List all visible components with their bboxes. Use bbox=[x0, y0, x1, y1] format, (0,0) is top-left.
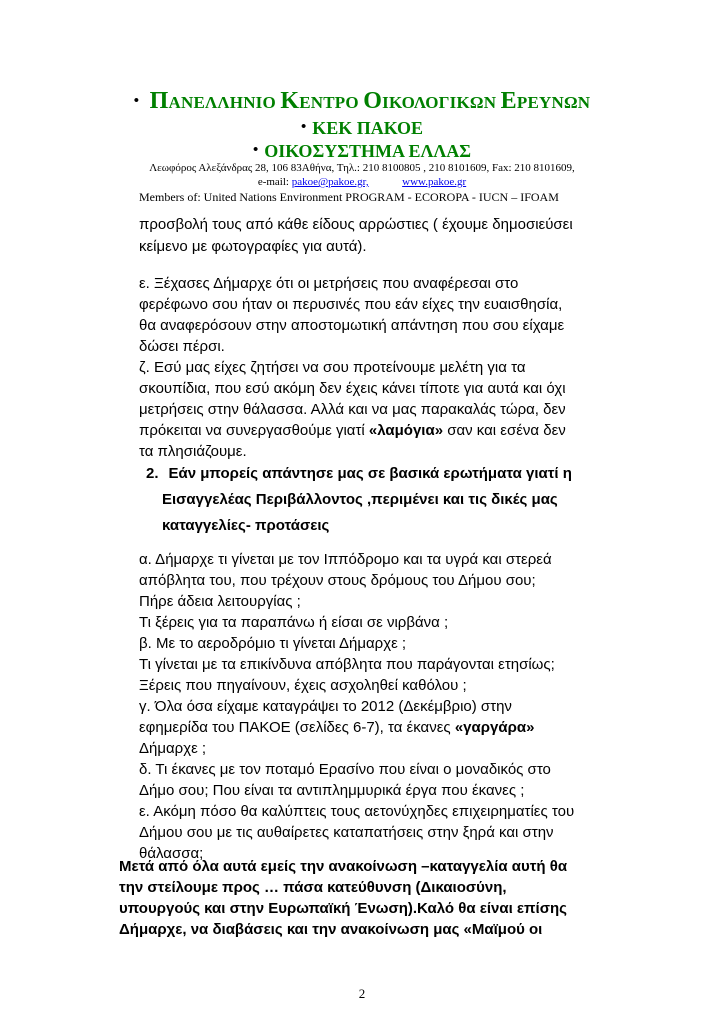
body-line bbox=[139, 614, 448, 632]
body-text-bold: καταγγελίες- προτάσεις bbox=[162, 517, 330, 534]
body-text: δώσει πέρσι. bbox=[139, 338, 225, 355]
body-line bbox=[139, 635, 406, 653]
body-line bbox=[139, 551, 552, 569]
body-text: πρόκειται να συνεργασθούμε γιατί bbox=[139, 422, 369, 439]
body-line bbox=[139, 401, 566, 419]
body-text-bold: Εάν μπορείς απάντησε μας σε βασικά ερωτήματα γιατί η bbox=[168, 465, 572, 482]
body-line bbox=[139, 824, 554, 842]
bullet-icon: • bbox=[133, 93, 140, 109]
body-text: ε. Ακόμη πόσο θα καλύπτεις τους αετονύχηδες επιχειρηματίες του bbox=[139, 803, 575, 820]
title-initial: Κ bbox=[280, 88, 300, 114]
body-line bbox=[139, 338, 225, 356]
body-line bbox=[139, 380, 566, 398]
body-line bbox=[139, 443, 247, 461]
body-line bbox=[139, 238, 367, 256]
body-line bbox=[139, 275, 518, 293]
body-text: Ξέρεις που πηγαίνουν, έχεις ασχοληθεί καθόλου ; bbox=[139, 677, 467, 694]
bullet-icon: • bbox=[252, 142, 259, 158]
body-text: φερέφωνο σου ήταν οι περυσινές που εάν είχες την ευαισθησία, bbox=[139, 296, 563, 313]
body-line bbox=[119, 921, 542, 939]
body-line bbox=[146, 465, 572, 483]
title-initial: Ο bbox=[363, 88, 383, 114]
body-line bbox=[139, 422, 566, 440]
body-line bbox=[119, 879, 507, 897]
ecosystem-label: ΟΙΚΟΣΥΣΤΗΜΑ ΕΛΛΑΣ bbox=[264, 141, 472, 161]
body-line bbox=[139, 698, 512, 716]
body-text: μετρήσεις στην θάλασσα. Αλλά και να μας παρακαλάς τώρα, δεν bbox=[139, 401, 566, 418]
body-text: Δήμο σου; Που είναι τα αντιπλημμυρικά έργα που έκανες ; bbox=[139, 782, 525, 799]
list-number: 2. bbox=[146, 465, 159, 482]
body-text: ε. Ξέχασες Δήμαρχε ότι οι μετρήσεις που αναφέρεσαι στο bbox=[139, 275, 519, 292]
body-text: θα αναφερόσουν στην αποστομωτική απάντηση που σου είχαμε bbox=[139, 317, 565, 334]
body-text-bold: την στείλουμε προς … πάσα κατεύθυνση (Δικαιοσύνη, bbox=[119, 879, 507, 896]
body-line bbox=[139, 740, 206, 758]
organization-name bbox=[0, 88, 724, 115]
body-line bbox=[139, 719, 534, 737]
body-line bbox=[139, 656, 555, 674]
body-text: εφημερίδα του ΠΑΚΟΕ (σελίδες 6-7), τα έκανες bbox=[139, 719, 455, 736]
body-text: Τι γίνεται με τα επικίνδυνα απόβλητα που παράγονται ετησίως; bbox=[139, 656, 555, 673]
title-initial: Π bbox=[149, 88, 169, 114]
body-text: σκουπίδια, που εσύ ακόμη δεν έχεις κάνει τίποτε για αυτά και όχι bbox=[139, 380, 566, 397]
body-text: κείμενο με φωτογραφίες για αυτά). bbox=[139, 238, 367, 255]
body-line bbox=[139, 359, 525, 377]
body-text: α. Δήμαρχε τι γίνεται με τον Ιππόδρομο και τα υγρά και στερεά bbox=[139, 551, 552, 568]
body-line bbox=[139, 296, 562, 314]
body-line bbox=[139, 803, 574, 821]
body-text: προσβολή τους από κάθε είδους αρρώστιες ( έχουμε δημοσιεύσει bbox=[139, 216, 573, 233]
title-word-rest: ΡΕΥΝΩΝ bbox=[516, 93, 591, 112]
body-text: θάλασσα; bbox=[139, 845, 204, 862]
bullet-icon: • bbox=[300, 119, 307, 135]
address-line: Λεωφόρος Αλεξάνδρας 28, 106 83Αθήνα, Τηλ.: 210 8100805 , 210 8101609, Fax: 210 8101609, bbox=[149, 162, 575, 174]
body-text: β. Με το αεροδρόμιο τι γίνεται Δήμαρχε ; bbox=[139, 635, 407, 652]
body-text: Δήμαρχε ; bbox=[139, 740, 207, 757]
website-link[interactable]: www.pakoe.gr bbox=[402, 176, 467, 188]
body-line bbox=[139, 782, 524, 800]
body-text: απόβλητα του, που τρέχουν στους δρόμους του Δήμου σου; bbox=[139, 572, 536, 589]
email-link[interactable]: pakoe@pakoe.gr, bbox=[291, 176, 369, 188]
body-line bbox=[119, 858, 567, 876]
body-line bbox=[162, 517, 329, 535]
body-text: γ. Όλα όσα είχαμε καταγράψει το 2012 (Δεκέμβριο) στην bbox=[139, 698, 512, 715]
body-text: Δήμου σου με τις αυθαίρετες καταπατήσεις στην ξηρά και στην bbox=[139, 824, 554, 841]
title-word-rest: ΕΝΤΡΟ bbox=[299, 93, 364, 112]
organization-name-text bbox=[149, 88, 591, 114]
email-label: e-mail: bbox=[257, 176, 289, 188]
body-text: τα πλησιάζουμε. bbox=[139, 443, 247, 460]
members-line: Members of: United Nations Environment PROGRAM - ECOROPA - IUCN – IFOAM bbox=[139, 190, 559, 204]
body-text: σαν και εσένα δεν bbox=[443, 422, 566, 439]
body-text: Πήρε άδεια λειτουργίας ; bbox=[139, 593, 301, 610]
body-text-bold: Εισαγγελέας Περιβάλλοντος ,περιμένει και τις δικές μας bbox=[162, 491, 558, 508]
title-word-rest: ΑΝΕΛΛΗΝΙΟ bbox=[168, 93, 281, 112]
body-text: ζ. Εσύ μας είχες ζητήσει να σου προτείνουμε μελέτη για τα bbox=[139, 359, 526, 376]
body-text-bold: υπουργούς και στην Ευρωπαϊκή Ένωση).Καλό θα είναι επίσης bbox=[119, 900, 567, 917]
body-line bbox=[139, 317, 564, 335]
body-text: Τι ξέρεις για τα παραπάνω ή είσαι σε νιρβάνα ; bbox=[139, 614, 449, 631]
body-line bbox=[139, 677, 467, 695]
body-line bbox=[139, 572, 536, 590]
kek-label: ΚΕΚ ΠΑΚΟΕ bbox=[312, 118, 423, 138]
body-text-bold: «λαμόγια» bbox=[368, 422, 444, 439]
organization-subtitle-kek bbox=[0, 118, 724, 139]
body-text: δ. Τι έκανες με τον ποταμό Ερασίνο που είναι ο μοναδικός στο bbox=[139, 761, 551, 778]
body-line bbox=[139, 216, 573, 234]
body-text-bold: Μετά από όλα αυτά εμείς την ανακοίνωση –καταγγελία αυτή θα bbox=[119, 858, 568, 875]
body-line bbox=[162, 491, 558, 509]
page-number: 2 bbox=[358, 986, 366, 1001]
title-initial: Ε bbox=[500, 88, 517, 114]
body-line bbox=[119, 900, 567, 918]
body-text-bold: «γαργάρα» bbox=[454, 719, 535, 736]
body-line bbox=[139, 593, 301, 611]
organization-subtitle-ecosystem bbox=[0, 141, 724, 162]
contact-line bbox=[0, 176, 724, 188]
body-line bbox=[139, 761, 551, 779]
title-word-rest: ΙΚΟΛΟΓΙΚΩΝ bbox=[382, 93, 501, 112]
body-text-bold: Δήμαρχε, να διαβάσεις και την ανακοίνωση μας «Μαϊμού οι bbox=[119, 921, 543, 938]
